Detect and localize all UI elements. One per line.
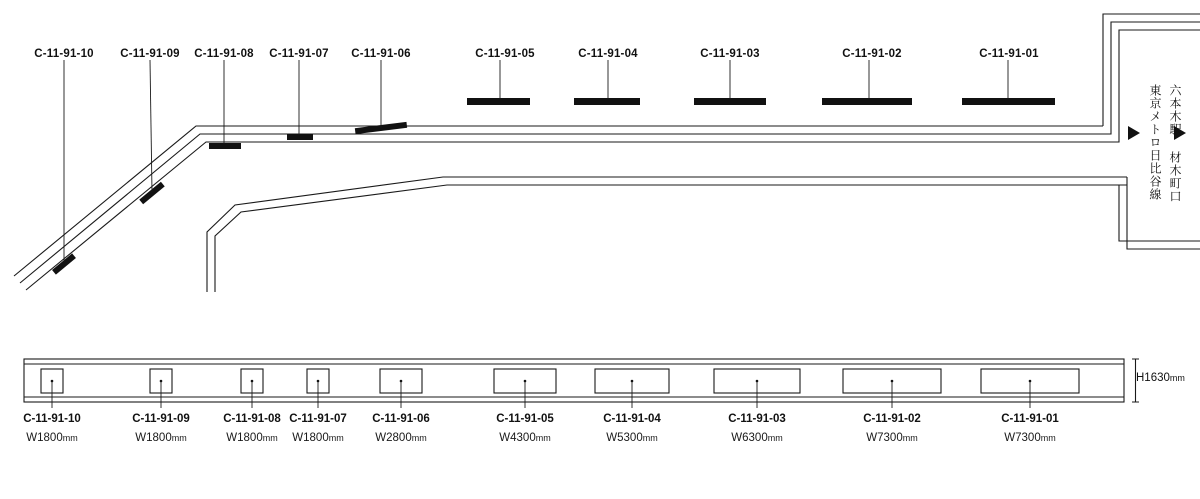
elevation-door-width-05 xyxy=(496,429,554,448)
width-unit-10: mm xyxy=(62,433,78,443)
width-unit-07: mm xyxy=(328,433,344,443)
elevation-label-col-09 xyxy=(132,410,190,448)
elevation-door-width-04 xyxy=(603,429,661,448)
elevation-door-id-01: C-11-91-01 xyxy=(1001,413,1059,425)
width-value-07: W1800 xyxy=(292,432,329,444)
width-unit-05: mm xyxy=(535,433,551,443)
elevation-door-width-09 xyxy=(132,429,190,448)
width-value-01: W7300 xyxy=(1004,432,1041,444)
width-unit-08: mm xyxy=(262,433,278,443)
elevation-leader-dots xyxy=(51,380,1032,383)
plan-door-C-11-91-05 xyxy=(467,98,530,105)
elevation-label-col-04 xyxy=(603,410,661,448)
width-unit-04: mm xyxy=(642,433,658,443)
elevation-door-id-09: C-11-91-09 xyxy=(132,413,190,425)
elevation-door-id-04: C-11-91-04 xyxy=(603,413,661,425)
width-value-02: W7300 xyxy=(866,432,903,444)
width-value-10: W1800 xyxy=(26,432,63,444)
elevation-door-width-02 xyxy=(863,429,921,448)
width-value-04: W5300 xyxy=(606,432,643,444)
plan-door-C-11-91-02 xyxy=(822,98,912,105)
height-dimension-label xyxy=(1136,372,1185,384)
width-unit-06: mm xyxy=(411,433,427,443)
platform-edge-line-inner xyxy=(26,142,1103,290)
platform-inner-wall-inner xyxy=(215,185,1127,292)
width-unit-09: mm xyxy=(171,433,187,443)
elevation-door-id-05: C-11-91-05 xyxy=(496,413,554,425)
plan-door-C-11-91-04 xyxy=(574,98,640,105)
elevation-door-width-07 xyxy=(289,429,347,448)
elevation-door-width-01 xyxy=(1001,429,1059,448)
elevation-leader-lines xyxy=(52,381,1030,408)
elevation-label-col-01 xyxy=(1001,410,1059,448)
elevation-label-col-06 xyxy=(372,410,430,448)
plan-label-C-11-91-05: C-11-91-05 xyxy=(475,48,535,60)
width-unit-03: mm xyxy=(767,433,783,443)
elevation-door-width-03 xyxy=(728,429,786,448)
platform-edge-line-mid xyxy=(20,134,1103,283)
elevation-door-width-10 xyxy=(23,429,81,448)
elevation-door-width-06 xyxy=(372,429,430,448)
elevation-label-col-05 xyxy=(496,410,554,448)
elevation-outer-frame xyxy=(24,359,1124,402)
elevation-door-id-02: C-11-91-02 xyxy=(863,413,921,425)
width-value-09: W1800 xyxy=(135,432,172,444)
height-unit: mm xyxy=(1169,373,1185,383)
plan-label-C-11-91-03: C-11-91-03 xyxy=(700,48,760,60)
platform-edge-line-outer xyxy=(14,126,1103,276)
plan-door-C-11-91-07 xyxy=(287,134,313,140)
elevation-door-id-06: C-11-91-06 xyxy=(372,413,430,425)
elevation-door-id-08: C-11-91-08 xyxy=(223,413,281,425)
elevation-label-col-02 xyxy=(863,410,921,448)
plan-door-C-11-91-08 xyxy=(209,143,241,149)
width-unit-01: mm xyxy=(1040,433,1056,443)
elevation-label-col-03 xyxy=(728,410,786,448)
plan-label-C-11-91-08: C-11-91-08 xyxy=(194,48,254,60)
elevation-door-id-07: C-11-91-07 xyxy=(289,413,347,425)
width-value-05: W4300 xyxy=(499,432,536,444)
elevation-label-col-08 xyxy=(223,410,281,448)
plan-label-C-11-91-10: C-11-91-10 xyxy=(34,48,94,60)
corridor-outline-bottom-outer xyxy=(1127,177,1200,249)
width-value-06: W2800 xyxy=(375,432,412,444)
plan-label-C-11-91-06: C-11-91-06 xyxy=(351,48,411,60)
width-value-08: W1800 xyxy=(226,432,263,444)
platform-inner-wall-outer xyxy=(207,177,1127,292)
elevation-label-col-10 xyxy=(23,410,81,448)
elevation-door-width-08 xyxy=(223,429,281,448)
plan-door-C-11-91-01 xyxy=(962,98,1055,105)
direction-text-line1: 東京メトロ日比谷線 xyxy=(1148,84,1162,201)
elevation-door-id-03: C-11-91-03 xyxy=(728,413,786,425)
elevation-label-col-07 xyxy=(289,410,347,448)
direction-text-line2: 六本木駅 材木町口 xyxy=(1168,84,1182,203)
plan-leader-lines xyxy=(64,60,1008,262)
plan-label-C-11-91-07: C-11-91-07 xyxy=(269,48,329,60)
width-unit-02: mm xyxy=(902,433,918,443)
height-value: H1630 xyxy=(1136,372,1170,384)
width-value-03: W6300 xyxy=(731,432,768,444)
elevation-door-id-10: C-11-91-10 xyxy=(23,413,81,425)
plan-label-C-11-91-09: C-11-91-09 xyxy=(120,48,180,60)
plan-label-C-11-91-02: C-11-91-02 xyxy=(842,48,902,60)
plan-door-C-11-91-03 xyxy=(694,98,766,105)
plan-door-bars xyxy=(52,98,1055,275)
plan-label-C-11-91-01: C-11-91-01 xyxy=(979,48,1039,60)
plan-label-C-11-91-04: C-11-91-04 xyxy=(578,48,638,60)
